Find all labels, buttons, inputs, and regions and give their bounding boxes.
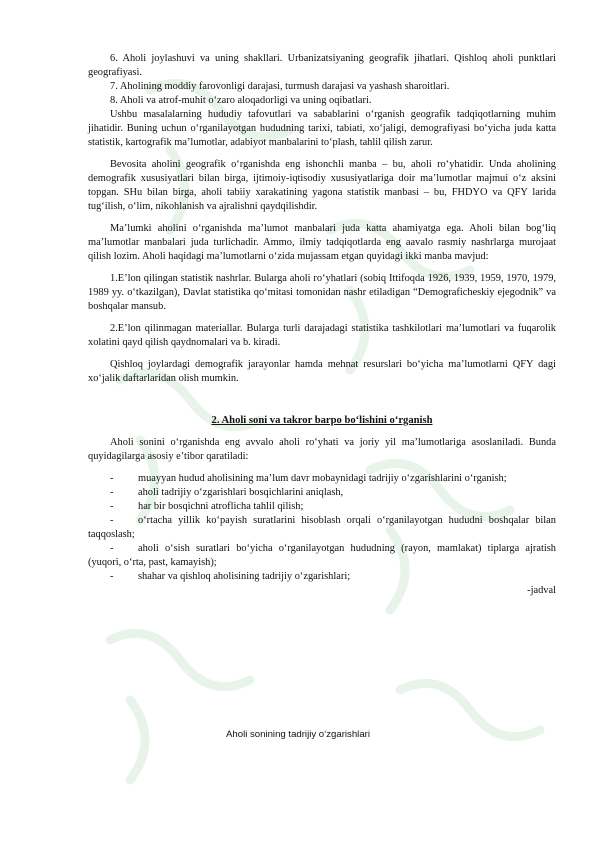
dash-marker: - <box>110 543 114 554</box>
paragraph: Bevosita aholini geografik o‘rganishda eng ishonchli manba – bu, aholi ro‘yhatidir. Unda aholining demografik xususiyatlari bilan birga, ijtimoiy-iqtisodiy xususiyatlariga doir ma’lumotlar majmui o‘z aksini topgan. SHu bilan birga, aholi tabiiy xarakatining yagona statistik manbasi – bu, FHDYO va QFY larida tug‘ilish, o‘lim, nikohlanish va ajralishni qaydqilishdir. <box>88 159 556 212</box>
list-item: 6. Aholi joylashuvi va uning shakllari. Urbanizatsiyaning geografik jihatlari. Qishloq aholi punktlari geografiyasi. <box>88 53 556 78</box>
dash-marker: - <box>110 571 114 582</box>
section-intro: Aholi sonini o‘rganishda eng avvalo aholi ro‘yhati va joriy yil ma’lumotlariga asoslaniladi. Bunda quyidagilarga asosiy e’tibor qaratiladi: <box>88 437 556 462</box>
bullet-item: - shahar va qishloq aholisining tadrijiy o‘zgarishlari; <box>110 571 351 582</box>
table-reference: -jadval <box>527 585 556 596</box>
list-item: 8. Aholi va atrof-muhit o‘zaro aloqadorligi va uning oqibatlari. <box>110 95 372 106</box>
paragraph: Qishloq joylardagi demografik jarayonlar hamda mehnat resurslari bo‘yicha ma’lumotlarni QFY dagi xo‘jalik daftarlaridan olish mumkin. <box>88 359 556 384</box>
bullet-item: - aholi tadrijiy o‘zgarishlari bosqichlarini aniqlash, <box>110 487 344 498</box>
bullet-item: - har bir bosqichni atroflicha tahlil qilish; <box>110 501 304 512</box>
list-item: 7. Aholining moddiy farovonligi darajasi, turmush darajasi va yashash sharoitlari. <box>110 81 450 92</box>
document-body <box>88 52 556 598</box>
paragraph: 2.E’lon qilinmagan materiallar. Bularga turli darajadagi statistika tashkilotlari ma’lumotlari va fuqarolik xolatini qayd qilish qaydnomalari va b. kiradi. <box>88 323 556 348</box>
paragraph: Ushbu masalalarning hududiy tafovutlari va sabablarini o‘rganish geografik tadqiqotlarning muhim jihatidir. Buning uchun o‘rganilayotgan hududning tarixi, tabiati, xo‘jaligi, demografiyasi bo‘yicha juda katta statistik, kartografik ma’lumotlar, adabiyot manbalarini to‘plash, tahlil qilish zarur. <box>88 109 556 148</box>
dash-marker: - <box>110 473 114 484</box>
table-caption: Aholi sonining tadrijiy o‘zgarishlari <box>226 729 370 740</box>
section-heading: 2. Aholi soni va takror barpo bo‘lishini o‘rganish <box>211 415 433 426</box>
dash-marker: - <box>110 501 114 512</box>
paragraph: Ma’lumki aholini o‘rganishda ma’lumot manbalari juda katta ahamiyatga ega. Aholi bilan bog‘liq ma’lumotlar manbalari juda turlichadir. Ammo, ilmiy tadqiqotlarda eng aavalo rasmiy nashrlarga murojaat qilish lozim. Aholi haqidagi ma’lumotlarni o‘zida mujassam etgan quyidagi ikki manba mavjud: <box>88 223 556 262</box>
dash-marker: - <box>110 487 114 498</box>
bullet-item: - muayyan hudud aholisining ma’lum davr mobaynidagi tadrijiy o‘zgarishlarini o‘rganish; <box>110 473 507 484</box>
paragraph: 1.E’lon qilingan statistik nashrlar. Bularga aholi ro‘yhatlari (sobiq Ittifoqda 1926, 1939, 1959, 1970, 1979, 1989 yy. o‘tkazilgan), Davlat statistika qo‘mitasi tomonidan nashr etiladigan “Demograficheskiy ejegodnik” va boshqalar mansub. <box>88 273 556 312</box>
bullet-item: - aholi o‘sish suratlari bo‘yicha o‘rganilayotgan hududning (rayon, mamlakat) tiplarga ajratish (yuqori, o‘rta, past, kamayish); <box>88 543 556 568</box>
bullet-item: - o‘rtacha yillik ko‘payish suratlarini hisoblash orqali o‘rganilayotgan hududni boshqalar bilan taqqoslash; <box>88 515 556 540</box>
dash-marker: - <box>110 515 114 526</box>
